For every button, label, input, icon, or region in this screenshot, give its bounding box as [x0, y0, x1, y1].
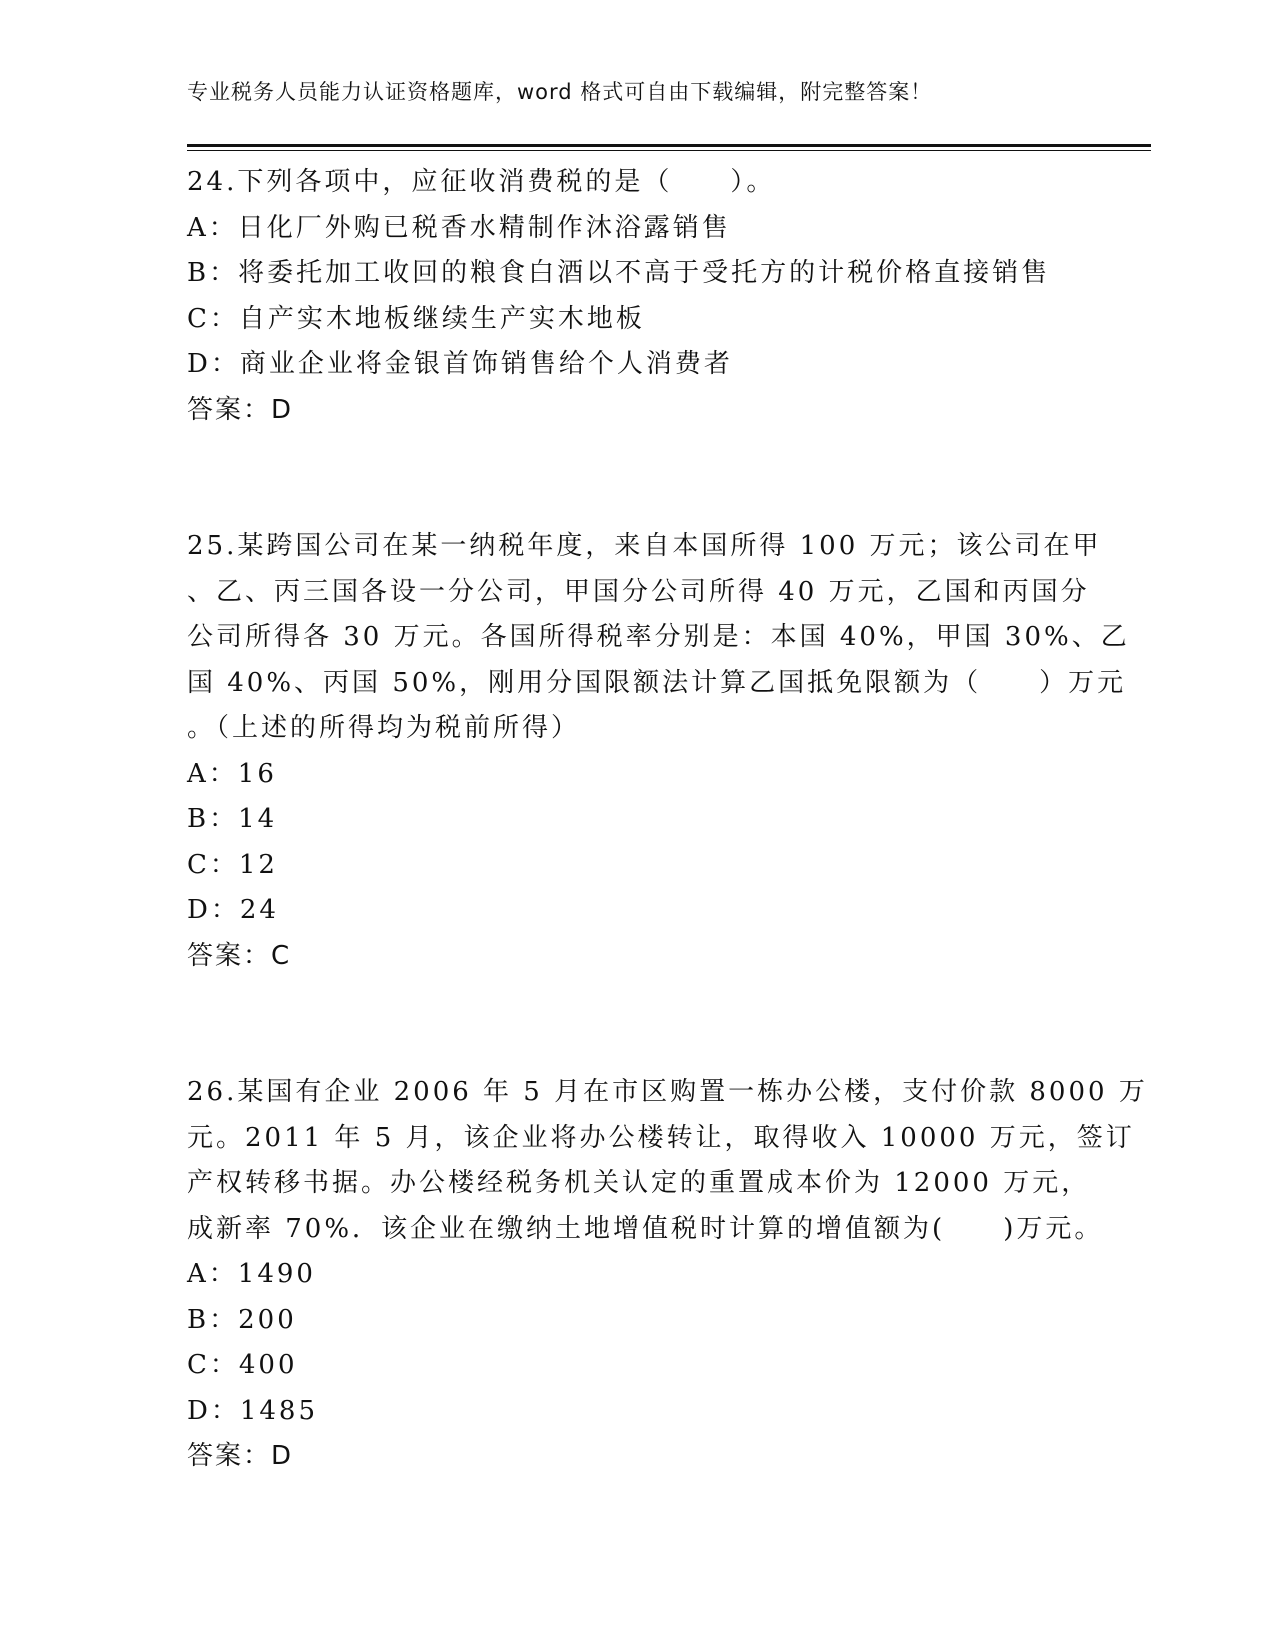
question-stem-line: 产权转移书据。办公楼经税务机关认定的重置成本价为 12000 万元， [187, 1168, 1091, 1198]
question-26 [187, 1070, 1148, 1480]
option-c: C：12 [187, 849, 278, 880]
option-b: B：14 [187, 804, 278, 834]
option-d: D：商业企业将金银首饰销售给个人消费者 [187, 349, 733, 379]
question-stem-line: 26.某国有企业 2006 年 5 月在市区购置一栋办公楼，支付价款 8000 万 [187, 1077, 1148, 1107]
option-c: C：400 [187, 1350, 298, 1380]
question-stem-line: 24.下列各项中，应征收消费税的是（ ）。 [187, 167, 776, 197]
page-header: 专业税务人员能力认证资格题库，word 格式可自由下载编辑，附完整答案！ [187, 80, 933, 104]
question-stem-line: 元。2011 年 5 月，该企业将办公楼转让，取得收入 10000 万元，签订 [187, 1122, 1135, 1153]
question-stem-line: 。（上述的所得均为税前所得） [187, 713, 581, 743]
option-d: D：24 [187, 895, 279, 925]
option-b: B：200 [187, 1304, 297, 1335]
option-b: B：将委托加工收回的粮食白酒以不高于受托方的计税价格直接销售 [187, 258, 1051, 288]
question-24 [187, 160, 1087, 433]
option-a: A：日化厂外购已税香水精制作沐浴露销售 [187, 212, 731, 243]
question-stem-line: 国 40%、丙国 50%，刚用分国限额法计算乙国抵免限额为（ ）万元 [187, 667, 1127, 698]
header-rule-thick [187, 144, 1151, 147]
option-d: D：1485 [187, 1395, 319, 1426]
option-a: A：1490 [187, 1259, 316, 1289]
question-stem-line: 、乙、丙三国各设一分公司，甲国分公司所得 40 万元，乙国和丙国分 [187, 576, 1090, 607]
header-rule-thin [187, 150, 1151, 151]
answer-line: 答案：C [187, 940, 292, 971]
question-stem-line: 公司所得各 30 万元。各国所得税率分别是：本国 40%，甲国 30%、乙 [187, 622, 1130, 652]
question-25 [187, 524, 1130, 979]
questions-container [187, 160, 1148, 1480]
answer-line: 答案：D [187, 394, 294, 425]
question-spacer [187, 433, 1087, 524]
question-spacer [187, 979, 1087, 1070]
question-stem-line: 成新率 70%．该企业在缴纳土地增值税时计算的增值额为( )万元。 [187, 1213, 1104, 1244]
answer-line: 答案：D [187, 1441, 294, 1471]
question-stem-line: 25.某跨国公司在某一纳税年度，来自本国所得 100 万元；该公司在甲 [187, 531, 1102, 561]
option-c: C：自产实木地板继续生产实木地板 [187, 303, 645, 334]
option-a: A：16 [187, 758, 277, 789]
